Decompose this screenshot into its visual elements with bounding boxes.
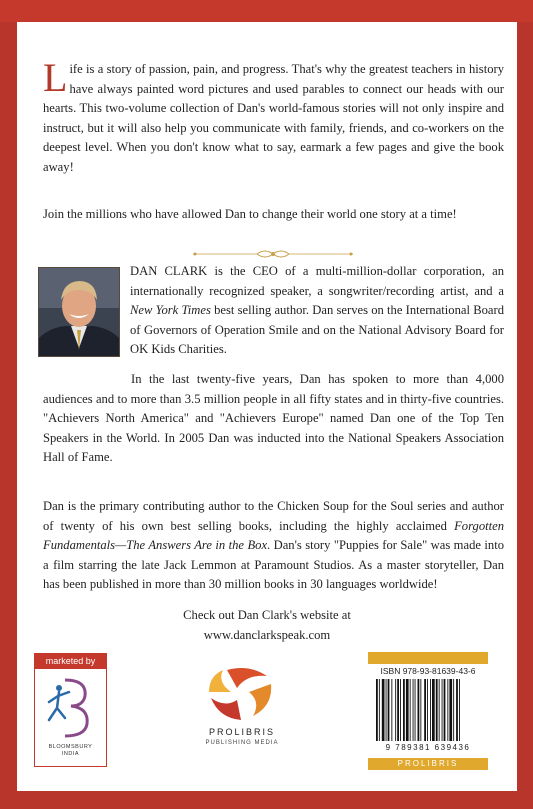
- website-intro: Check out Dan Clark's website at: [183, 608, 351, 622]
- isbn-text: ISBN 978-93-81639-43-6: [380, 666, 476, 676]
- isbn-brand: PROLIBRIS: [368, 758, 488, 770]
- author-photo: [38, 267, 120, 357]
- bloomsbury-line-2: INDIA: [61, 751, 80, 757]
- bio-paragraph-1: [130, 262, 504, 360]
- ornament-divider-icon: [191, 247, 355, 261]
- website-block: [17, 606, 517, 645]
- bloomsbury-line-1: BLOOMSBURY: [48, 744, 93, 750]
- bottom-border: [0, 791, 533, 809]
- barcode-icon: [374, 679, 482, 741]
- author-portrait-icon: [39, 268, 119, 356]
- top-border: [0, 0, 533, 22]
- bloomsbury-text: [35, 744, 106, 758]
- bio-paragraph-2: [43, 370, 504, 468]
- bio-paragraph-3: [43, 497, 504, 595]
- isbn-gold-band: [368, 652, 488, 664]
- cover-panel: [17, 22, 517, 791]
- bio-p1-text-a: DAN CLARK is the CEO of a multi-million-dollar corporation, an internationally recognized speaker, a songwriter/recording artist, and a: [130, 264, 504, 298]
- bio-p1-text-b: best selling author. Dan serves on the International Board of Governors of Operation Smile and on the National Advisory Board for OK Kids Charities.: [130, 303, 504, 356]
- bio-p1-italic: New York Times: [130, 303, 211, 317]
- intro-text: ife is a story of passion, pain, and progress. That's why the greatest teachers in history have always painted word pictures and used parables to connect our heads with our hearts. This two-volume collection of Dan's world-famous stories will not only inspire and instruct, but it will also help you communicate with family, friends, and co-workers on the deepest level. When you don't know what to say, earmark a few pages and give the book away!: [43, 62, 504, 174]
- join-line: Join the millions who have allowed Dan to change their world one story at a time!: [43, 207, 457, 221]
- marketed-by-box: [34, 653, 107, 767]
- publisher-subtitle: PUBLISHING MEDIA: [205, 740, 279, 746]
- publisher-name: PROLIBRIS: [208, 727, 275, 737]
- isbn-barcode-box: [368, 652, 488, 770]
- bloomsbury-logo-icon: [45, 674, 97, 740]
- barcode-number: 9 789381 639436: [385, 743, 471, 752]
- prolibris-logo-icon: [187, 662, 297, 722]
- bio-p3-text-a: Dan is the primary contributing author to the Chicken Soup for the Soul series and author of twenty of his own best selling books, including the highly acclaimed: [43, 499, 504, 533]
- drop-cap: L: [43, 55, 68, 100]
- bio-p3-text-b: . Dan's story "Puppies for Sale" was made into a film starring the late Jack Lemmon at Paramount Studios. As a master storyteller, Dan has been published in more than 30 million books in 30 languages worldwide!: [43, 538, 504, 591]
- bio-p2-text: In the last twenty-five years, Dan has spoken to more than 4,000 audiences and to more than 3.5 million people in all fifty states and in thirty-five countries. "Achievers North America" and "Achievers Europe" named Dan one of the Top Ten Speakers in the World. In 2005 Dan was inducted into the National Speakers Association Hall of Fame.: [43, 372, 504, 464]
- intro-paragraph: [43, 55, 504, 177]
- bio-p3-italic: Forgotten Fundamentals—The Answers Are in the Box: [43, 518, 504, 552]
- website-url: www.danclarkspeak.com: [203, 627, 331, 642]
- marketed-by-label: marketed by: [35, 654, 106, 669]
